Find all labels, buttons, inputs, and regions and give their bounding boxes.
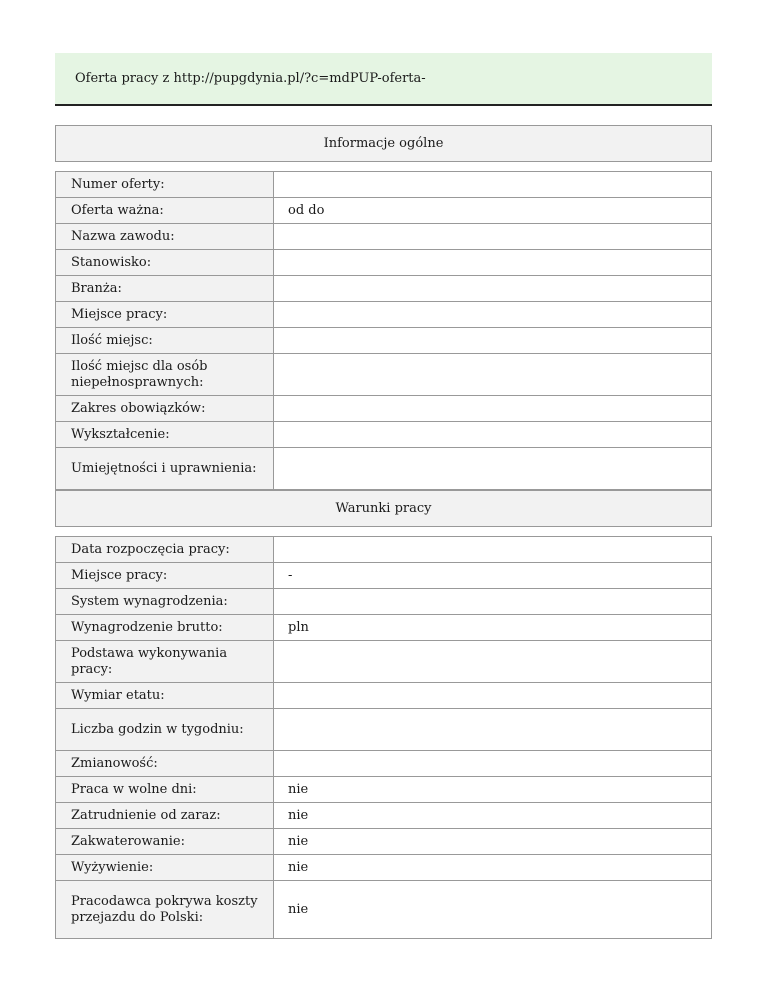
row-value: nie [274, 881, 712, 939]
section-title-conditions: Warunki pracy [55, 490, 712, 527]
table-row [56, 354, 712, 396]
row-value [274, 641, 712, 683]
table-row [56, 683, 712, 709]
row-value [274, 589, 712, 615]
row-label: Nazwa zawodu: [56, 224, 274, 250]
row-label: Numer oferty: [56, 172, 274, 198]
row-label: Wykształcenie: [56, 422, 274, 448]
general-info-table [55, 171, 712, 490]
table-row [56, 829, 712, 855]
table-row [56, 751, 712, 777]
table-row [56, 589, 712, 615]
row-label: Zmianowość: [56, 751, 274, 777]
table-row [56, 448, 712, 490]
table-row [56, 803, 712, 829]
row-value: - [274, 563, 712, 589]
row-value: nie [274, 829, 712, 855]
table-row [56, 396, 712, 422]
table-row [56, 250, 712, 276]
row-value [274, 328, 712, 354]
section-title-general: Informacje ogólne [55, 125, 712, 162]
row-label: Pracodawca pokrywa koszty przejazdu do Polski: [56, 881, 274, 939]
row-label: Zakres obowiązków: [56, 396, 274, 422]
row-value: nie [274, 855, 712, 881]
table-row [56, 641, 712, 683]
row-label: Ilość miejsc: [56, 328, 274, 354]
row-label: Branża: [56, 276, 274, 302]
table-row [56, 855, 712, 881]
row-label: Wyżywienie: [56, 855, 274, 881]
row-value [274, 250, 712, 276]
row-value [274, 396, 712, 422]
table-row [56, 422, 712, 448]
row-value [274, 354, 712, 396]
table-row [56, 198, 712, 224]
work-conditions-table [55, 536, 712, 939]
table-row [56, 777, 712, 803]
row-label: Podstawa wykonywania pracy: [56, 641, 274, 683]
row-value [274, 751, 712, 777]
row-value [274, 172, 712, 198]
row-label: Praca w wolne dni: [56, 777, 274, 803]
table-row [56, 563, 712, 589]
row-label: Data rozpoczęcia pracy: [56, 537, 274, 563]
row-value [274, 683, 712, 709]
row-value [274, 422, 712, 448]
row-value: od do [274, 198, 712, 224]
row-label: Ilość miejsc dla osób niepełnosprawnych: [56, 354, 274, 396]
table-row [56, 881, 712, 939]
table-row [56, 172, 712, 198]
row-label: Oferta ważna: [56, 198, 274, 224]
row-value [274, 224, 712, 250]
table-row [56, 615, 712, 641]
row-value: pln [274, 615, 712, 641]
table-row [56, 709, 712, 751]
row-label: Miejsce pracy: [56, 563, 274, 589]
offer-source-text: Oferta pracy z http://pupgdynia.pl/?c=mdPUP-oferta- [75, 71, 426, 86]
row-value [274, 276, 712, 302]
row-value: nie [274, 777, 712, 803]
row-label: Wymiar etatu: [56, 683, 274, 709]
row-value [274, 448, 712, 490]
row-value [274, 709, 712, 751]
table-row [56, 328, 712, 354]
row-label: Zatrudnienie od zaraz: [56, 803, 274, 829]
table-row [56, 537, 712, 563]
row-label: Wynagrodzenie brutto: [56, 615, 274, 641]
row-label: Umiejętności i uprawnienia: [56, 448, 274, 490]
row-label: Liczba godzin w tygodniu: [56, 709, 274, 751]
row-label: System wynagrodzenia: [56, 589, 274, 615]
offer-header [55, 53, 712, 106]
table-row [56, 224, 712, 250]
row-label: Zakwaterowanie: [56, 829, 274, 855]
row-label: Stanowisko: [56, 250, 274, 276]
row-value [274, 302, 712, 328]
table-row [56, 276, 712, 302]
row-label: Miejsce pracy: [56, 302, 274, 328]
table-row [56, 302, 712, 328]
row-value [274, 537, 712, 563]
row-value: nie [274, 803, 712, 829]
